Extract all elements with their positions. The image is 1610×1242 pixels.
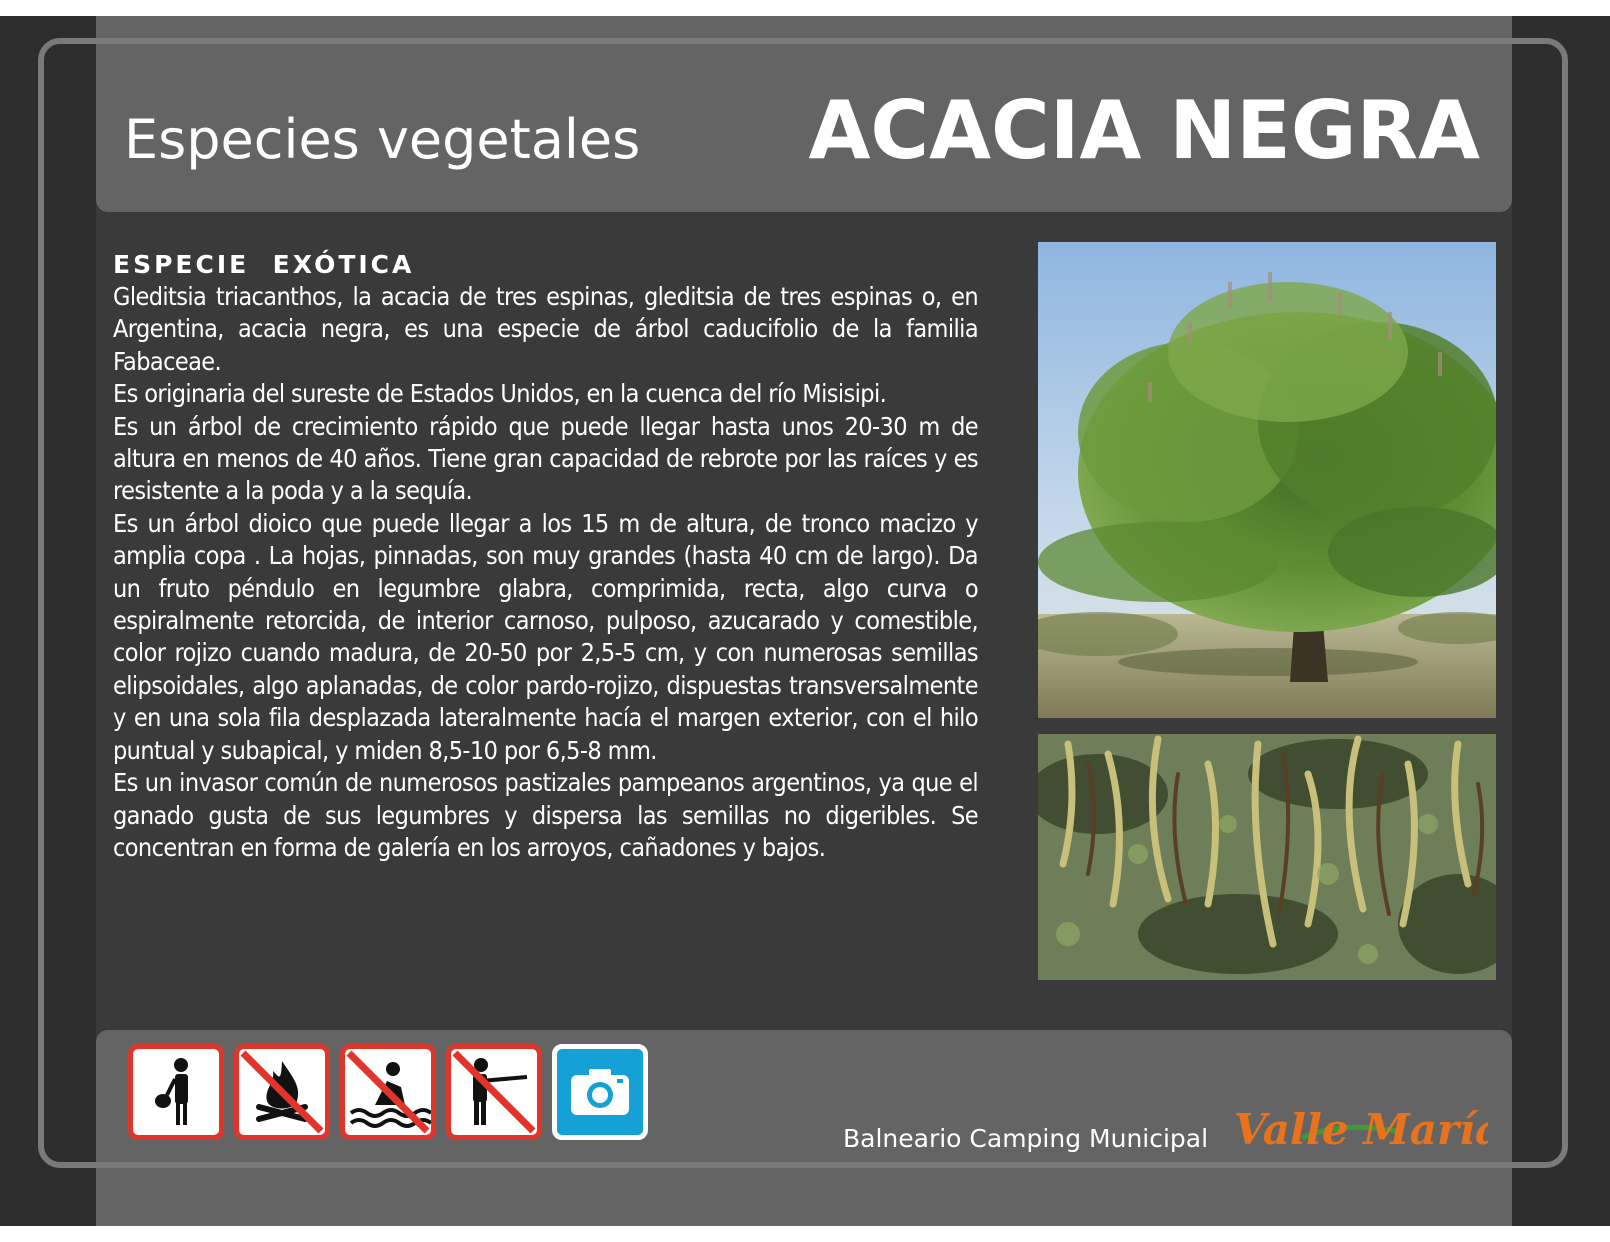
paragraph-4: Es un árbol dioico que puede llegar a los 15 m de altura, de tronco macizo y amplia copa . La hojas, pinnadas, son muy grandes (hasta 40 cm de largo). Da un fruto péndulo en legumbre glabra, comprimida, recta, algo curva o espiralmente retorcida, de interior carnoso, pulposo, azucarado y comestible, color rojizo cuando madura, de 20-50 por 2,5-5 cm, y con numerosas semillas elipsoidales, algo aplanadas, de color pardo-rojizo, dispuestas transversalmente y en una sola fila desplazada lateralmente hacía el margen exterior, con el hilo puntual y subapical, y miden 8,5-10 por 6,5-8 mm. (113, 508, 978, 765)
tree-photo (1038, 242, 1496, 718)
no-fire-icon (234, 1044, 330, 1140)
species-title: ACACIA NEGRA (808, 84, 1480, 177)
description (113, 250, 978, 864)
footer-caption: Balneario Camping Municipal (843, 1124, 1209, 1153)
paragraph-2: Es originaria del sureste de Estados Unidos, en la cuenca del río Misisipi. (113, 379, 887, 409)
litter-bin-icon (128, 1044, 224, 1140)
no-hunting-icon (446, 1044, 542, 1140)
paragraph-3: Es un árbol de crecimiento rápido que puede llegar hasta unos 20-30 m de altura en menos de 40 años. Tiene gran capacidad de rebrote por las raíces y es resistente a la poda y a la sequía. (113, 411, 978, 506)
category-subtitle: Especies vegetales (124, 108, 641, 171)
pods-photo (1038, 734, 1496, 980)
no-swimming-icon (340, 1044, 436, 1140)
logo-text: Valle María (1234, 1105, 1488, 1154)
section-heading: ESPECIE EXÓTICA (113, 250, 415, 279)
paragraph-1: Gleditsia triacanthos, la acacia de tres espinas, gleditsia de tres espinas o, en Argentina, acacia negra, es una especie de árbol caducifolio de la familia Fabaceae. (113, 282, 978, 376)
valle-maria-logo (1232, 1098, 1488, 1158)
camera-icon (552, 1044, 648, 1140)
paragraph-5: Es un invasor común de numerosos pastizales pampeanos argentinos, ya que el ganado gusta de sus legumbres y dispersa las semillas no digeribles. Se concentran en forma de galería en los arroyos, cañadones y bajos. (113, 768, 978, 862)
